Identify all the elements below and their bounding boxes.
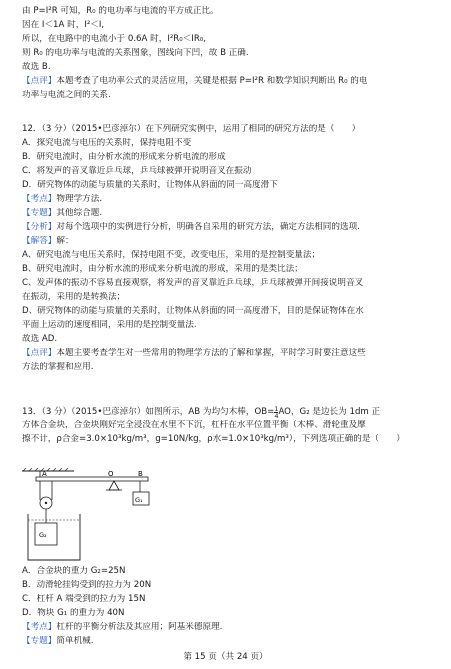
- line-text: D．研究物体的动能与质量的关系时，让物体从斜面的同一高度滑下: [22, 180, 278, 190]
- line-text: 擦不计，ρ合金=3.0×10³kg/m³，g=10N/kg，ρ水=1.0×10³kg/m³），下列选项正确的是（ ）: [22, 434, 405, 444]
- line-text: 则 R₀ 的电功率与电流的关系图象，图线向下凹，故 B 正确.: [22, 48, 249, 58]
- line-text: B、研究电流时，由分析水流的形成来分析电流的形成，采用的是类比法；: [22, 264, 303, 274]
- text-line: [22, 62, 433, 73]
- label-B: B: [138, 470, 143, 478]
- line-text: 本题考查了电功率公式的灵活应用，关键是根据 P=I²R 和数学知识判断出 R₀ 的电: [56, 76, 368, 86]
- line-text: A．探究电流与电压的关系时，保持电阻不变: [22, 138, 192, 148]
- line-text: 解：: [56, 236, 74, 246]
- line-text: B．研究电流时，由分析水流的形成来分析电流的形成: [22, 152, 226, 162]
- fraction-denominator: 4: [274, 412, 279, 419]
- line-text: 杠杆的平衡分析法及其应用；阿基米德原理.: [56, 622, 223, 632]
- page-footer: 第 15 页（共 24 页）: [183, 652, 268, 662]
- text-line: [22, 76, 433, 87]
- text-line: [22, 420, 433, 431]
- line-text: 简单机械.: [56, 636, 94, 646]
- text-line: [22, 306, 433, 317]
- line-text: C．将发声的音叉靠近乒乓球，乒乓球被弹开说明音叉在振动: [22, 166, 252, 176]
- text-line: [22, 362, 433, 373]
- text-line: [22, 152, 433, 163]
- text-line: [22, 566, 433, 577]
- section-tag: 【考点】: [22, 194, 57, 204]
- line-text: C、发声体的振动不容易直接观察，将发声的音叉靠近乒乓球，乒乓球被弹开间接说明音叉: [22, 278, 364, 288]
- line-text: B．动滑轮挂钩受到的拉力为 20N: [22, 580, 152, 590]
- text-line: [22, 6, 433, 17]
- question-13-stem: [22, 406, 433, 419]
- line-text: 在振动，采用的是转换法；: [22, 292, 126, 302]
- text-line: [22, 138, 433, 149]
- text-line: [22, 608, 433, 619]
- text-line: [22, 250, 433, 261]
- question-13-text-cont: AO，G₂ 是边长为 1dm 正: [278, 407, 381, 417]
- line-text: A．合金块的重力 G₂=25N: [22, 566, 126, 576]
- line-text: 平面上运动的速度相同，采用的是控制变量法.: [22, 320, 197, 330]
- text-line: [22, 278, 433, 289]
- line-text: 对每个选项中的实例进行分析，明确各自采用的研究方法，确定方法相同的选项.: [56, 222, 360, 232]
- text-line: [22, 292, 433, 303]
- line-text: 本题主要考查学生对一些常用的物理学方法的了解和掌握，平时学习时要注意这些: [56, 348, 366, 358]
- section-tag: 【考点】: [22, 622, 57, 632]
- text-line: [22, 222, 433, 233]
- label-A: A: [42, 470, 47, 478]
- line-text: D．物块 G₁ 的重力为 40N: [22, 608, 125, 618]
- section-tag: 【点评】: [22, 76, 57, 86]
- text-line: [22, 180, 433, 191]
- section-tag: 【专题】: [22, 636, 57, 646]
- line-text: 方体合金块，合金块刚好完全浸没在水里不下沉，杠杆在水平位置平衡（木棒、滑轮重及摩: [22, 420, 366, 430]
- text-line: [22, 34, 433, 45]
- text-line: [22, 434, 433, 445]
- text-line: [22, 594, 433, 605]
- text-line: [22, 334, 433, 345]
- lever-pulley-figure: [22, 468, 172, 563]
- section-tag: 【解答】: [22, 236, 57, 246]
- text-line: [22, 580, 433, 591]
- line-text: 方法的掌握和应用.: [22, 362, 94, 372]
- text-line: [22, 166, 433, 177]
- label-G2: G₂: [39, 531, 47, 539]
- text-line: [22, 348, 433, 359]
- section-tag: 【点评】: [22, 348, 57, 358]
- line-text: 故选 B.: [22, 62, 51, 72]
- line-text: 其他综合题.: [56, 208, 103, 218]
- line-text: D、研究物体的动能与质量的关系时，让物体从斜面的同一高度滑下，目的是保证物体在水: [22, 306, 364, 316]
- line-text: A、研究电流与电压关系时，保持电阻不变，改变电压，采用的是控制变量法；: [22, 250, 321, 260]
- line-text: 物理学方法.: [56, 194, 103, 204]
- text-line: [22, 194, 433, 205]
- text-line: [22, 90, 433, 101]
- fraction-numerator: 1: [274, 406, 279, 413]
- text-line: [22, 320, 433, 331]
- text-line: [22, 264, 433, 275]
- text-line: [22, 124, 433, 135]
- line-text: 功率与电流之间的关系.: [22, 90, 111, 100]
- text-line: [22, 48, 433, 59]
- text-line: [22, 236, 433, 247]
- line-text: 由 P=I²R 可知，R₀ 的电功率与电流的平方成正比。: [22, 6, 219, 16]
- section-tag: 【分析】: [22, 222, 57, 232]
- text-line: [22, 636, 433, 647]
- line-text: 所以，在电路中的电流小于 0.6A 时，I²R₀＜IR₀,: [22, 34, 206, 44]
- section-tag: 【专题】: [22, 208, 57, 218]
- line-text: C．杠杆 A 端受到的拉力为 15N: [22, 594, 146, 604]
- label-O: O: [108, 470, 114, 478]
- question-13-text: 13．（3 分）（2015•巴彦淖尔）如图所示，AB 为均匀木棒，OB=: [22, 407, 275, 417]
- line-text: 因在 I＜1A 时，I²＜I,: [22, 20, 105, 30]
- line-text: 故选 AD.: [22, 334, 58, 344]
- line-text: 12．（3 分）（2015•巴彦淖尔）在下列研究实例中，运用了相同的研究方法的是（ ）: [22, 124, 361, 134]
- text-line: [22, 622, 433, 633]
- label-G1: G₁: [135, 496, 143, 504]
- text-line: [22, 20, 433, 31]
- text-line: [22, 208, 433, 219]
